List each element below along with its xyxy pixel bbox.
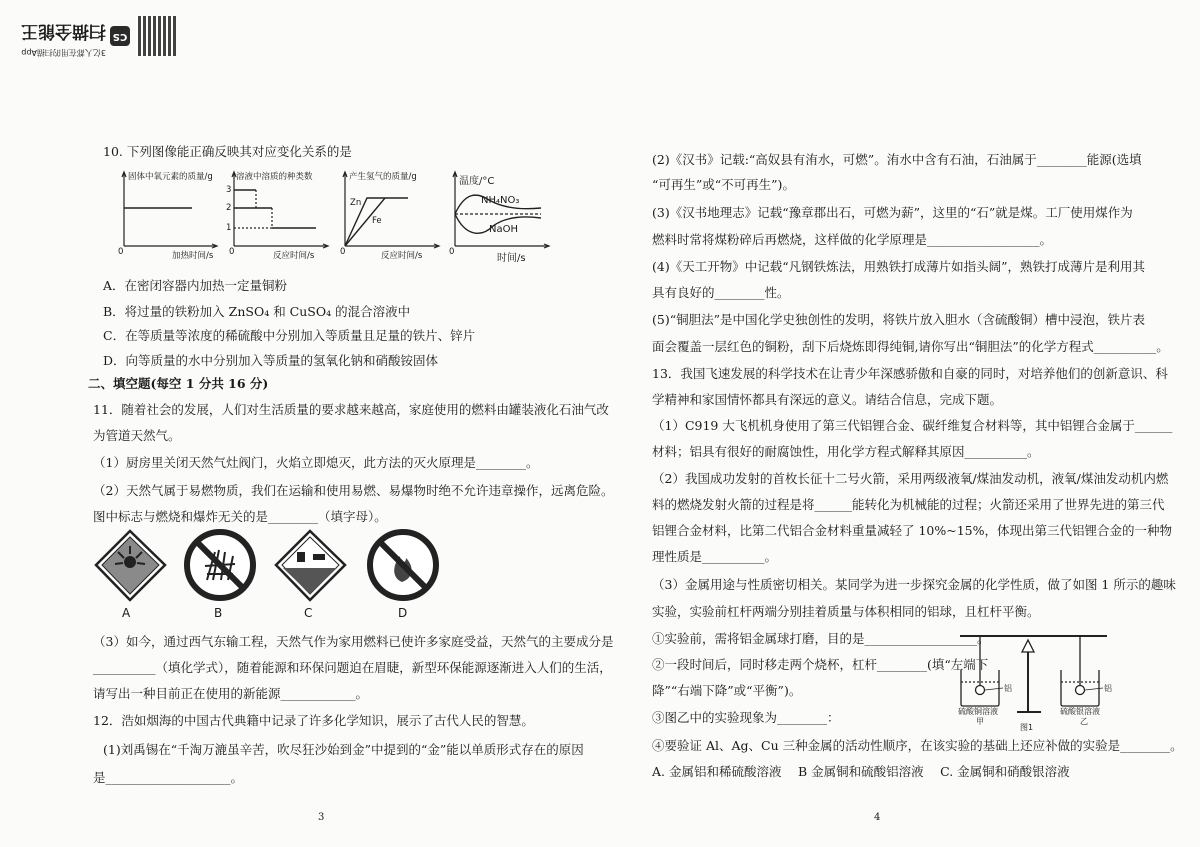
qr-code-icon [136, 16, 176, 56]
brand-slogan: 3亿人都在用的扫描App [21, 48, 106, 57]
graph-d-series-naoh: NaOH [489, 224, 518, 235]
q11-sub3-1: （3）如今，通过西气东输工程，天然气作为家用燃料已使许多家庭受益，天然气的主要成分是 [93, 634, 614, 649]
fig-right-tag: 乙 [1080, 717, 1088, 726]
graph-d-series-nh4no3: NH₄NO₃ [481, 195, 520, 206]
q13-sub2-4: 理性质是__________。 [652, 549, 778, 564]
graph-b-xlabel: 反应时间/s [273, 251, 315, 261]
q13-sub1-1: （1）C919 大飞机机身使用了第三代铝锂合金、碳纤维复合材料等，其中铝锂合金属于______ [652, 418, 1173, 433]
q13-sub2-2: 料的燃烧发射火箭的过程是将______能转化为机械能的过程；火箭还采用了世界先进的第三代 [652, 497, 1165, 512]
q10-stem: 10. 下列图像能正确反映其对应变化关系的是 [103, 144, 352, 159]
no-fireworks-sign-icon [183, 528, 257, 602]
page-number-left: 3 [318, 812, 325, 823]
q11-sub3-2: __________（填化学式），随着能源和环保问题迫在眉睫，新型环保能源逐渐进入人们的生活， [93, 660, 612, 675]
q12-stem: 12．浩如烟海的中国古代典籍中记录了许多化学知识，展示了古代人民的智慧。 [93, 713, 534, 728]
q11-sub3-3: 请写出一种目前正在使用的新能源____________。 [93, 686, 369, 701]
q10-option-a: A．在密闭容器内加热一定量铜粉 [103, 278, 288, 293]
graph-b-tick-3: 3 [226, 185, 232, 195]
q13-item4: ④要验证 Al、Ag、Cu 三种金属的活动性顺序，在该实验的基础上还应补做的实验是________。 [652, 738, 1183, 753]
fig-left-ball-label: 铝 [1004, 684, 1012, 693]
graph-d-ylabel: 温度/°C [459, 176, 495, 187]
graph-d-origin: 0 [449, 247, 455, 257]
q10-option-c: C．在等质量等浓度的稀硫酸中分别加入等质量且足量的铁片、锌片 [103, 328, 476, 343]
q12-sub5-1: (5)“铜胆法”是中国化学史独创性的发明，将铁片放入胆水（含硫酸铜）槽中浸泡，铁片表 [652, 312, 1145, 327]
graph-c-ylabel: 产生氢气的质量/g [349, 172, 417, 182]
no-open-flame-sign-icon [366, 528, 440, 602]
q13-item1: ①实验前，需将铝金属球打磨，目的是__________________。 [652, 631, 990, 646]
q12-sub4-1: (4)《天工开物》中记载“凡钢铁炼法，用熟铁打成薄片如指头阔”，熟铁打成薄片是利用其 [652, 259, 1145, 274]
graph-c-xlabel: 反应时间/s [381, 251, 423, 261]
q13-sub3-1: （3）金属用途与性质密切相关。某同学为进一步探究金属的化学性质，做了如图 1 所示的趣味 [652, 577, 1176, 592]
q10-option-b: B．将过量的铁粉加入 ZnSO₄ 和 CuSO₄ 的混合溶液中 [103, 304, 411, 319]
q11-sub2-2: 图中标志与燃烧和爆炸无关的是________（填字母）。 [93, 509, 387, 524]
graph-d-xlabel: 时间/s [497, 253, 526, 264]
cs-logo-icon: CS [110, 26, 130, 46]
graph-c-origin: 0 [340, 247, 346, 257]
q11-sub2-1: （2）天然气属于易燃物质，我们在运输和使用易燃、易爆物时绝不允许违章操作，远离危险。 [93, 483, 614, 498]
graph-b-ylabel: 溶液中溶质的种类数 [236, 172, 313, 182]
q13-sub2-3: 铝锂合金材料，比第二代铝合金材料重量减轻了 10%~15%，体现出第三代铝锂合金的一种物 [652, 523, 1173, 538]
sign-label-d: D [398, 606, 408, 620]
q12-sub2-2: “可再生”或“不可再生”)。 [652, 177, 795, 192]
graph-b-tick-2: 2 [226, 203, 232, 213]
q13-sub1-2: 材料；铝具有很好的耐腐蚀性，用化学方程式解释其原因__________。 [652, 444, 1040, 459]
graph-c-series-fe: Fe [372, 216, 382, 226]
fig-left-tag: 甲 [976, 717, 984, 726]
q12-sub1-2: 是____________________。 [93, 770, 244, 785]
sign-label-b: B [214, 606, 223, 620]
q13-stem-2: 学精神和家国情怀都具有深远的意义。请结合信息，完成下题。 [652, 392, 1003, 407]
section-title: 二、填空题(每空 1 分共 16 分) [88, 376, 269, 391]
sign-label-c: C [304, 606, 313, 620]
page-number-right: 4 [874, 812, 881, 823]
q12-sub1-1: (1)刘禹锡在“千淘万漉虽辛苦，吹尽狂沙始到金”中提到的“金”能以单质形式存在的原因 [103, 742, 584, 757]
q13-item2-1: ②一段时间后，同时移走两个烧杯，杠杆________(填“左端下 [652, 657, 989, 672]
graph-c-series-zn: Zn [350, 198, 362, 208]
fig-right-ball-label: 铝 [1104, 684, 1112, 693]
graph-b-origin: 0 [229, 247, 235, 257]
q13-stem-1: 13．我国飞速发展的科学技术在让青少年深感骄傲和自豪的同时，对培养他们的创新意识、科 [652, 366, 1168, 381]
q10-option-d: D．向等质量的水中分别加入等质量的氢氧化钠和硝酸铵固体 [103, 353, 439, 368]
q12-sub4-2: 具有良好的________性。 [652, 285, 790, 300]
q11-stem-2: 为管道天然气。 [93, 428, 181, 443]
fig-left-solution: 硫酸铜溶液 [958, 707, 998, 716]
q13-choices: A. 金属铝和稀硫酸溶液 B 金属铜和硫酸铝溶液 C. 金属铜和硝酸银溶液 [652, 764, 1070, 779]
q13-sub2-1: （2）我国成功发射的首枚长征十二号火箭，采用两级液氧/煤油发动机，液氧/煤油发动机内燃 [652, 471, 1169, 486]
q12-sub3-1: (3)《汉书地理志》记载“豫章郡出石，可燃为薪”，这里的“石”就是煤。工厂使用煤作为 [652, 205, 1133, 220]
fig-caption: 图1 [1020, 723, 1034, 732]
q11-sub1: （1）厨房里关闭天然气灶阀门，火焰立即熄灭，此方法的灭火原理是________。 [93, 455, 539, 470]
q12-sub3-2: 燃料时常将煤粉碎后再燃烧，这样做的化学原理是__________________。 [652, 232, 1053, 247]
explosive-sign-icon [93, 528, 168, 603]
graph-a-ylabel: 固体中氧元素的质量/g [128, 172, 213, 182]
q11-stem-1: 11．随着社会的发展，人们对生活质量的要求越来越高，家庭使用的燃料由罐装液化石油气改 [93, 402, 609, 417]
graph-a-origin: 0 [118, 247, 124, 257]
q13-sub3-2: 实验，实验前杠杆两端分别挂着质量与体积相同的铝球，且杠杆平衡。 [652, 604, 1040, 619]
corrosive-sign-icon [273, 528, 348, 603]
graph-b-tick-1: 1 [226, 223, 232, 233]
graph-a-xlabel: 加热时间/s [172, 251, 214, 261]
brand-name: 扫描全能王 [21, 21, 106, 41]
q13-item2-2: 降”“右端下降”或“平衡”)。 [652, 683, 802, 698]
q12-sub5-2: 面会覆盖一层红色的铜粉，刮下后烧炼即得纯铜,请你写出“铜胆法”的化学方程式__________。 [652, 339, 1169, 354]
q12-sub2-1: (2)《汉书》记载:“高奴县有洧水，可燃”。洧水中含有石油，石油属于________能源(选填 [652, 152, 1142, 167]
scanner-watermark [16, 12, 176, 60]
fig-right-solution: 硫酸银溶液 [1060, 707, 1100, 716]
q13-item3: ③图乙中的实验现象为________： [652, 710, 840, 725]
sign-label-a: A [122, 606, 131, 620]
